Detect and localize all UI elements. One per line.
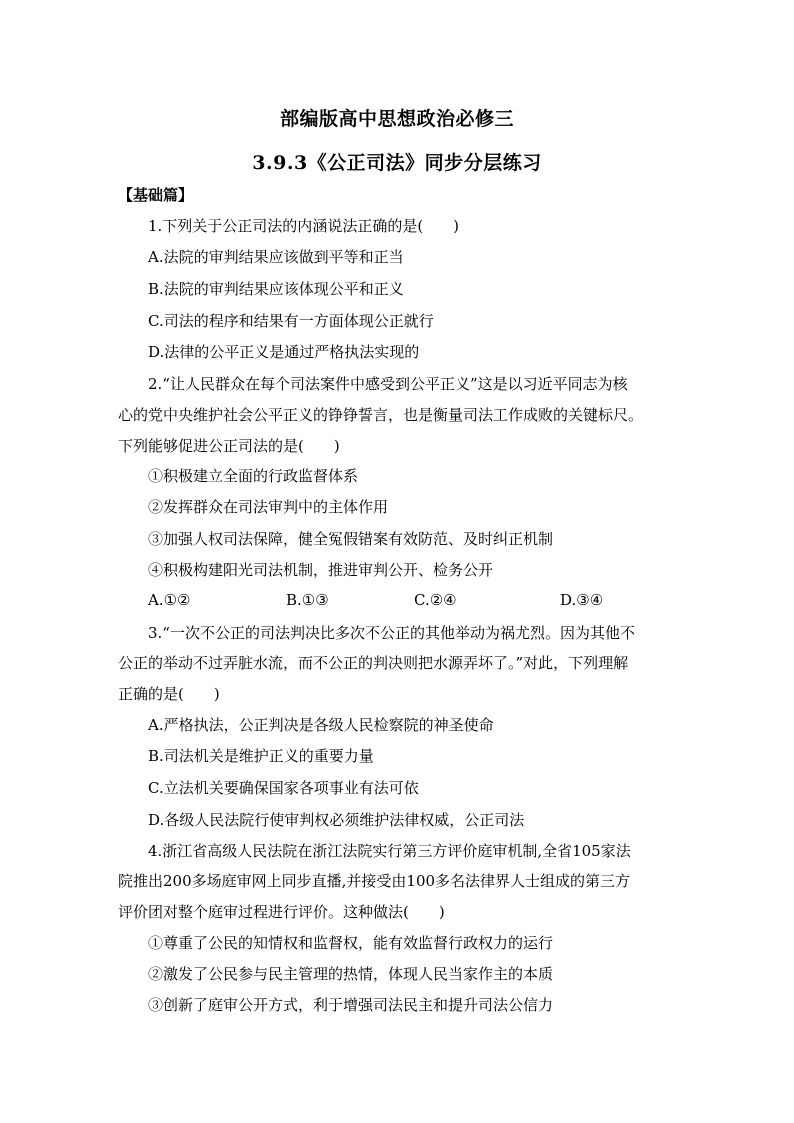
question-3-stem-line-2: 公正的举动不过弄脏水流，而不公正的判决则把水源弄坏了。”对此，下列理解	[118, 654, 629, 672]
question-1-option-b: B.法院的审判结果应该体现公平和正义	[148, 280, 404, 298]
question-2-stem-line-3: 下列能够促进公正司法的是( )	[118, 437, 340, 455]
question-2-choice-a: A.①②	[148, 591, 191, 609]
question-3-option-c: C.立法机关要确保国家各项事业有法可依	[148, 779, 419, 797]
question-3-option-b: B.司法机关是维护正义的重要力量	[148, 747, 374, 765]
document-title: 部编版高中思想政治必修三	[279, 108, 514, 130]
question-2-statement-2: ②发挥群众在司法审判中的主体作用	[148, 498, 389, 516]
question-2-statement-4: ④积极构建阳光司法机制，推进审判公开、检务公开	[148, 561, 494, 579]
question-1-option-a: A.法院的审判结果应该做到平等和正当	[148, 248, 404, 266]
question-2-stem-line-1: 2.“让人民群众在每个司法案件中感受到公平正义”这是以习近平同志为核	[148, 375, 628, 393]
question-4-stem-line-2: 院推出200多场庭审网上同步直播,并接受由100多名法律界人士组成的第三方	[118, 872, 631, 890]
question-1-option-d: D.法律的公平正义是通过严格执法实现的	[148, 343, 420, 361]
question-4-stem-line-3: 评价团对整个庭审过程进行评价。这种做法( )	[118, 903, 445, 921]
question-2-choice-c: C.②④	[414, 591, 457, 609]
question-4-statement-1: ①尊重了公民的知情权和监督权，能有效监督行政权力的运行	[148, 934, 554, 952]
question-2-choice-d: D.③④	[560, 591, 604, 609]
question-2-choice-b: B.①③	[286, 591, 329, 609]
question-2-statement-1: ①积极建立全面的行政监督体系	[148, 467, 359, 485]
question-4-stem-line-1: 4.浙江省高级人民法院在浙江法院实行第三方评价庭审机制,全省105家法	[148, 842, 631, 860]
section-heading: 【基础篇】	[118, 186, 194, 204]
question-3-stem-line-3: 正确的是( )	[118, 685, 220, 703]
question-1-option-c: C.司法的程序和结果有一方面体现公正就行	[148, 312, 434, 330]
question-2-stem-line-2: 心的党中央维护社会公平正义的铮铮誓言，也是衡量司法工作成败的关键标尺。	[118, 406, 644, 424]
question-2-statement-3: ③加强人权司法保障，健全冤假错案有效防范、及时纠正机制	[148, 530, 554, 548]
question-4-statement-2: ②激发了公民参与民主管理的热情，体现人民当家作主的本质	[148, 965, 554, 983]
question-4-statement-3: ③创新了庭审公开方式，利于增强司法民主和提升司法公信力	[148, 996, 554, 1014]
question-3-option-d: D.各级人民法院行使审判权必须维护法律权威，公正司法	[148, 811, 525, 829]
question-3-option-a: A.严格执法，公正判决是各级人民检察院的神圣使命	[148, 716, 494, 734]
question-3-stem-line-1: 3.“一次不公正的司法判决比多次不公正的其他举动为祸尤烈。因为其他不	[148, 624, 635, 642]
document-subtitle: 3.9.3《公正司法》同步分层练习	[252, 152, 542, 174]
question-1-stem: 1.下列关于公正司法的内涵说法正确的是( )	[148, 217, 460, 235]
